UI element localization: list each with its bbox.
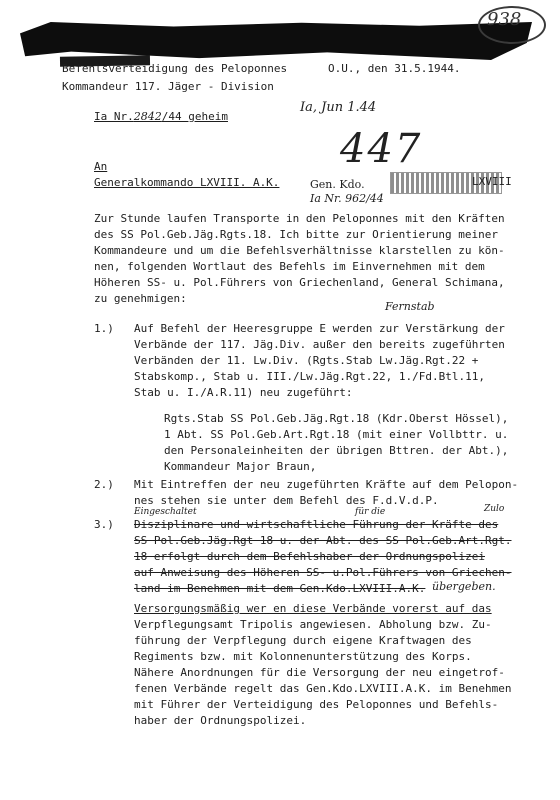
handwritten-fernstab: Fernstab — [385, 300, 435, 313]
item3-line: Versorgungsmäßig wer en diese Verbände vorerst auf das — [134, 602, 492, 615]
item1-line: Auf Befehl der Heeresgruppe E werden zur Verstärkung der — [134, 322, 505, 335]
archive-number: 938 — [487, 9, 522, 30]
handwritten-insert-mid: für die — [355, 507, 386, 517]
handwritten-margin-right: übergeben. — [432, 580, 496, 593]
item1-sub-line: den Personaleinheiten der übrigen Bttren. der Abt.), — [164, 444, 509, 457]
sender-line-1: Befehlsverteidigung des Peloponnes — [62, 62, 288, 75]
item3-line: Nähere Anordnungen für die Versorgung der neu eingetrof- — [134, 666, 505, 679]
item1-line: Verbänden der 11. Lw.Div. (Rgts.Stab Lw.Jäg.Rgt.22 + — [134, 354, 479, 367]
redaction-bar — [20, 22, 532, 60]
handwritten-big-number: 447 — [340, 126, 423, 172]
item1-sub-line: Rgts.Stab SS Pol.Geb.Jäg.Rgt.18 (Kdr.Oberst Hössel), — [164, 412, 509, 425]
reference-prefix: Ia Nr. — [94, 110, 134, 123]
sender-line-2: Kommandeur 117. Jäger - Division — [62, 80, 274, 93]
intro-line: Kommandeure und um die Befehlsverhältnisse klarstellen zu kön- — [94, 244, 505, 257]
handwritten-insert-left: Eingeschaltet — [134, 507, 197, 517]
reference-number — [94, 110, 228, 123]
item3-line: Regiments bzw. mit Kolonnenunterstützung des Korps. — [134, 650, 472, 663]
item3-struck-line: SS Pol.Geb.Jäg.Rgt 18 u. der Abt. des SS Pol.Geb.Art.Rgt. — [134, 534, 512, 547]
item1-line: Verbände der 117. Jäg.Div. außer den bereits zugeführten — [134, 338, 505, 351]
intro-line: zu genehmigen: — [94, 292, 187, 305]
item3-struck-line: Disziplinare und wirtschaftliche Führung der Kräfte des — [134, 518, 499, 531]
item3-struck-line: auf Anweisung des Höheren SS- u.Pol.Führers von Griechen- — [134, 566, 512, 579]
item3-line: Verpflegungsamt Tripolis angewiesen. Abholung bzw. Zu- — [134, 618, 492, 631]
reference-handwritten-number: 2842 — [133, 110, 162, 123]
intro-line: Höheren SS- u. Pol.Führers von Griechenland, General Schimana, — [94, 276, 505, 289]
item3-line: haber der Ordnungspolizei. — [134, 714, 307, 727]
addressee-prefix: An — [94, 160, 108, 173]
item3-line: führung der Verpflegung durch eigene Kraftwagen des — [134, 634, 472, 647]
item1-line: Stabskomp., Stab u. III./Lw.Jäg.Rgt.22, 1./Fd.Btl.11, — [134, 370, 485, 383]
item3-line: mit Führer der Verteidigung des Peloponnes und Befehls- — [134, 698, 499, 711]
stamp-line-2: Ia Nr. 962/44 — [310, 192, 384, 205]
item1-sub-line: 1 Abt. SS Pol.Geb.Art.Rgt.18 (mit einer Vollbttr. u. — [164, 428, 509, 441]
item-number: 3.) — [94, 518, 114, 531]
item1-sub-line: Kommandeur Major Braun, — [164, 460, 317, 473]
item3-line: fenen Verbände regelt das Gen.Kdo.LXVIII.A.K. im Benehmen — [134, 682, 512, 695]
place-date: O.U., den 31.5.1944. — [328, 62, 461, 75]
item2-line: Mit Eintreffen der neu zugeführten Kräfte auf dem Pelopon- — [134, 478, 519, 491]
item1-line: Stab u. I./A.R.11) neu zugeführt: — [134, 386, 353, 399]
reference-suffix: /44 geheim — [161, 110, 228, 123]
item2-line: nes stehen sie unter dem Befehl des F.d.V.d.P. — [134, 494, 439, 507]
addressee: Generalkommando LXVIII. A.K. — [94, 176, 280, 189]
intro-line: nen, folgenden Wortlaut des Befehls im Einvernehmen mit dem — [94, 260, 485, 273]
handwritten-insert-right: Zulo — [484, 504, 505, 514]
item-number: 1.) — [94, 322, 114, 335]
stamp-line-1: Gen. Kdo. — [310, 178, 365, 191]
item3-struck-line: 18 erfolgt durch dem Befehlshaber der Ordnungspolizei — [134, 550, 485, 563]
handwritten-note-top: Ia, Jun 1.44 — [300, 100, 377, 115]
intro-line: Zur Stunde laufen Transporte in den Peloponnes mit den Kräften — [94, 212, 505, 225]
intro-line: des SS Pol.Geb.Jäg.Rgts.18. Ich bitte zur Orientierung meiner — [94, 228, 498, 241]
stamp-box-label: LXVIII — [472, 175, 512, 188]
item3-struck-line: land im Benehmen mit dem Gen.Kdo.LXVIII.A.K. — [134, 582, 426, 595]
item-number: 2.) — [94, 478, 114, 491]
